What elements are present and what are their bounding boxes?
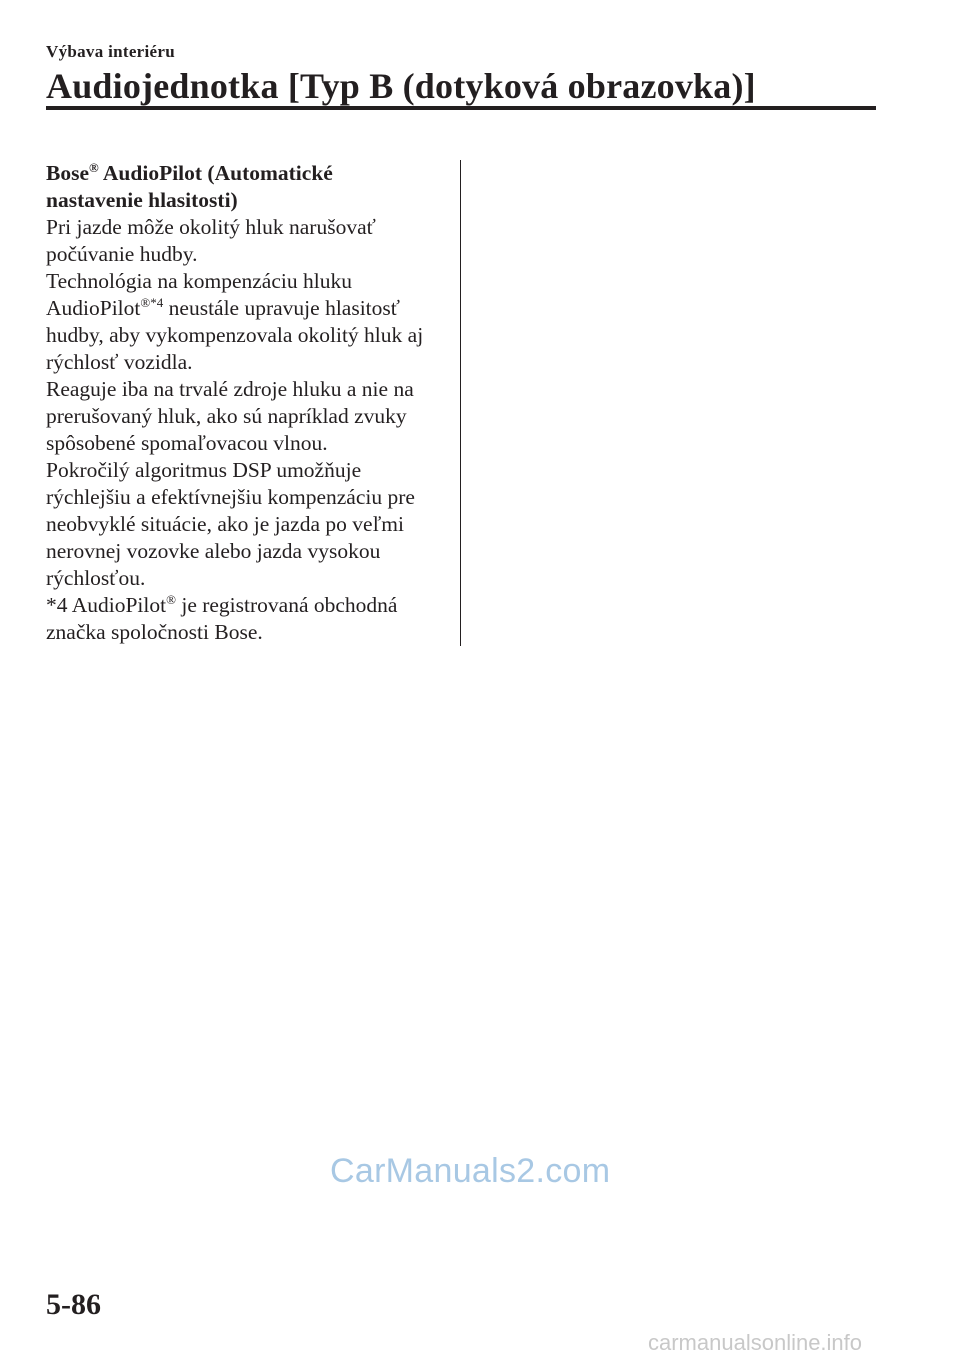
paragraph-dsp: Pokročilý algoritmus DSP umožňuje rýchlejšiu a efektívnejšiu kompenzáciu pre neobvyklé situácie, ako je jazda po veľmi nerovnej vozovke alebo jazda vysokou rýchlosťou. — [46, 458, 415, 590]
paragraph-audiopilot-sup: ®*4 — [140, 295, 164, 310]
footnote — [46, 592, 451, 646]
footnote-rest: je registrovaná obchodná značka spoločnosti Bose. — [46, 593, 398, 644]
watermark: CarManuals2.com — [330, 1152, 611, 1190]
footnote-lead: *4 AudioPilot — [46, 593, 167, 617]
footer-site-watermark: carmanualsonline.info — [648, 1330, 863, 1355]
footnote-sup: ® — [166, 592, 176, 607]
paragraph-audiopilot-lead: Technológia na kompenzáciu hluku AudioPilot — [46, 269, 352, 320]
heading-registered-mark: ® — [89, 160, 99, 175]
paragraph-audiopilot-rest: neustále upravuje hlasitosť hudby, aby vykompenzovala okolitý hluk aj rýchlosť vozidla. — [46, 296, 424, 374]
paragraph-audiopilot — [46, 268, 451, 376]
page-header — [46, 42, 876, 108]
heading-text-line1: AudioPilot (Automatické — [98, 161, 333, 185]
header-rule — [46, 106, 876, 110]
heading-brand: Bose — [46, 161, 89, 185]
heading-text-line2: nastavenie hlasitosti) — [46, 188, 238, 212]
paragraph-steady-noise: Reaguje iba na trvalé zdroje hluku a nie na prerušovaný hluk, ako sú napríklad zvuky spôsobené spomaľovacou vlnou. — [46, 377, 414, 455]
column-divider — [460, 160, 461, 646]
page-number: 5-86 — [46, 1288, 101, 1321]
subsection-heading — [46, 160, 451, 214]
chapter-title: Audiojednotka [Typ B (dotyková obrazovka)] — [46, 66, 756, 106]
paragraph-noise: Pri jazde môže okolitý hluk narušovať počúvanie hudby. — [46, 215, 376, 266]
section-label: Výbava interiéru — [46, 42, 175, 61]
content-column — [46, 160, 451, 646]
